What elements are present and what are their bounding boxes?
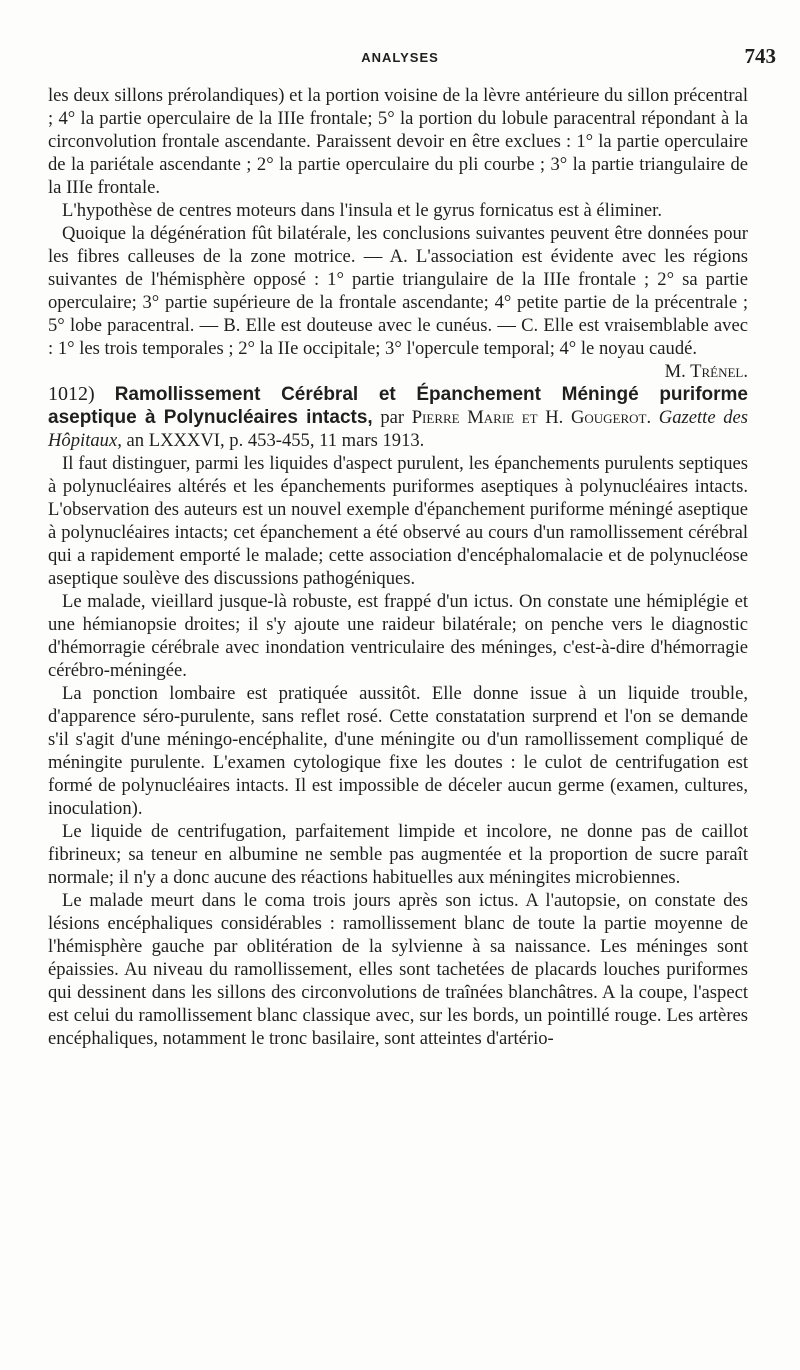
- paragraph-1: les deux sillons prérolandiques) et la portion voisine de la lèvre antérieure du sillon précentral ; 4° la partie operculaire de la IIIe frontale; 5° la portion du lobule paracentral répondant à la circonvolution frontale ascendante. Paraissent devoir en être exclues : 1° la partie operculaire de la pariétale ascendante ; 2° la partie operculaire du pli courbe ; 3° la partie triangulaire de la IIIe frontale.: [48, 85, 748, 198]
- running-header: [0, 44, 800, 74]
- reference-authors: Pierre Marie et H. Gougerot.: [411, 407, 652, 428]
- page-number: 743: [744, 44, 776, 68]
- paragraph-5: Le malade, vieillard jusque-là robuste, est frappé d'un ictus. On constate une hémiplégie et une hémianopsie droites; il s'y ajoute une raideur bilatérale; on penche vers le diagnostic d'hémorragie cérébrale avec inondation ventriculaire des méninges, c'est-à-dire d'hémorragie cérébro-méningée.: [48, 591, 748, 681]
- article-body: [48, 84, 748, 1050]
- reference-title: Ramollissement Cérébral et Épanchement Méningé puriforme aseptique à Polynucléaires intacts,: [48, 384, 748, 428]
- header-title: ANALYSES: [361, 50, 439, 65]
- reference-heading: [48, 383, 748, 452]
- reference-number: 1012): [48, 383, 95, 405]
- signature: M. Trénel.: [664, 361, 748, 382]
- paragraph-8: Le malade meurt dans le coma trois jours après son ictus. A l'autopsie, on constate des lésions encéphaliques considérables : ramollissement blanc de toute la partie moyenne de l'hémisphère gauche par oblitération de la sylvienne à sa naissance. Les méninges sont épaissies. Au niveau du ramollissement, elles sont tachetées de placards louches puriformes qui dessinent dans les sillons des circonvolutions de traînées blanchâtres. A la coupe, l'aspect est celui du ramollissement blanc classique avec, sur les bords, un pointillé rouge. Les artères encéphaliques, notamment le tronc basilaire, sont atteintes d'artério-: [48, 890, 748, 1049]
- reference-citation: an LXXXVI, p. 453-455, 11 mars 1913.: [126, 430, 425, 451]
- paragraph-6: La ponction lombaire est pratiquée aussitôt. Elle donne issue à un liquide trouble, d'apparence séro-purulente, sans reflet rosé. Cette constatation surprend et l'on se demande s'il s'agit d'une méningo-encéphalite, d'une méningite ou d'un ramollissement compliqué de méningite purulente. L'examen cytologique fixe les doutes : le culot de centrifugation est formé de polynucléaires intacts. Il est impossible de déceler aucun germe (examen, cultures, inoculation).: [48, 683, 748, 819]
- paragraph-7: Le liquide de centrifugation, parfaitement limpide et incolore, ne donne pas de caillot fibrineux; sa teneur en albumine ne semble pas augmentée et la proportion de sucre paraît normale; il n'y a donc aucune des réactions habituelles aux méningites microbiennes.: [48, 821, 748, 888]
- reference-journal: Gazette des Hôpitaux,: [48, 407, 748, 451]
- paragraph-3: Quoique la dégénération fût bilatérale, les conclusions suivantes peuvent être données pour les fibres calleuses de la zone motrice. — A. L'association est évidente avec les régions suivantes de l'hémisphère opposé : 1° partie triangulaire de la IIIe frontale ; 2° sa partie operculaire; 3° partie supérieure de la frontale ascendante; 4° petite partie de la précentrale ; 5° lobe paracentral. — B. Elle est douteuse avec le cunéus. — C. Elle est vraisemblable avec : 1° les trois temporales ; 2° la IIe occipitale; 3° l'opercule temporal; 4° le noyau caudé.: [48, 223, 748, 359]
- reference-by: par: [380, 407, 405, 428]
- paragraph-4: Il faut distinguer, parmi les liquides d'aspect purulent, les épanchements purulents septiques à polynucléaires altérés et les épanchements puriformes aseptiques à polynucléaires intacts. L'observation des auteurs est un nouvel exemple d'épanchement puriforme méningé aseptique à polynucléaires intacts; cet épanchement a été observé au cours d'un ramollissement cérébral qui a rapidement emporté le malade; cette association d'encéphalomalacie et de polynucléose aseptique soulève des discussions pathogéniques.: [48, 453, 748, 589]
- paragraph-2: L'hypothèse de centres moteurs dans l'insula et le gyrus fornicatus est à éliminer.: [62, 200, 662, 221]
